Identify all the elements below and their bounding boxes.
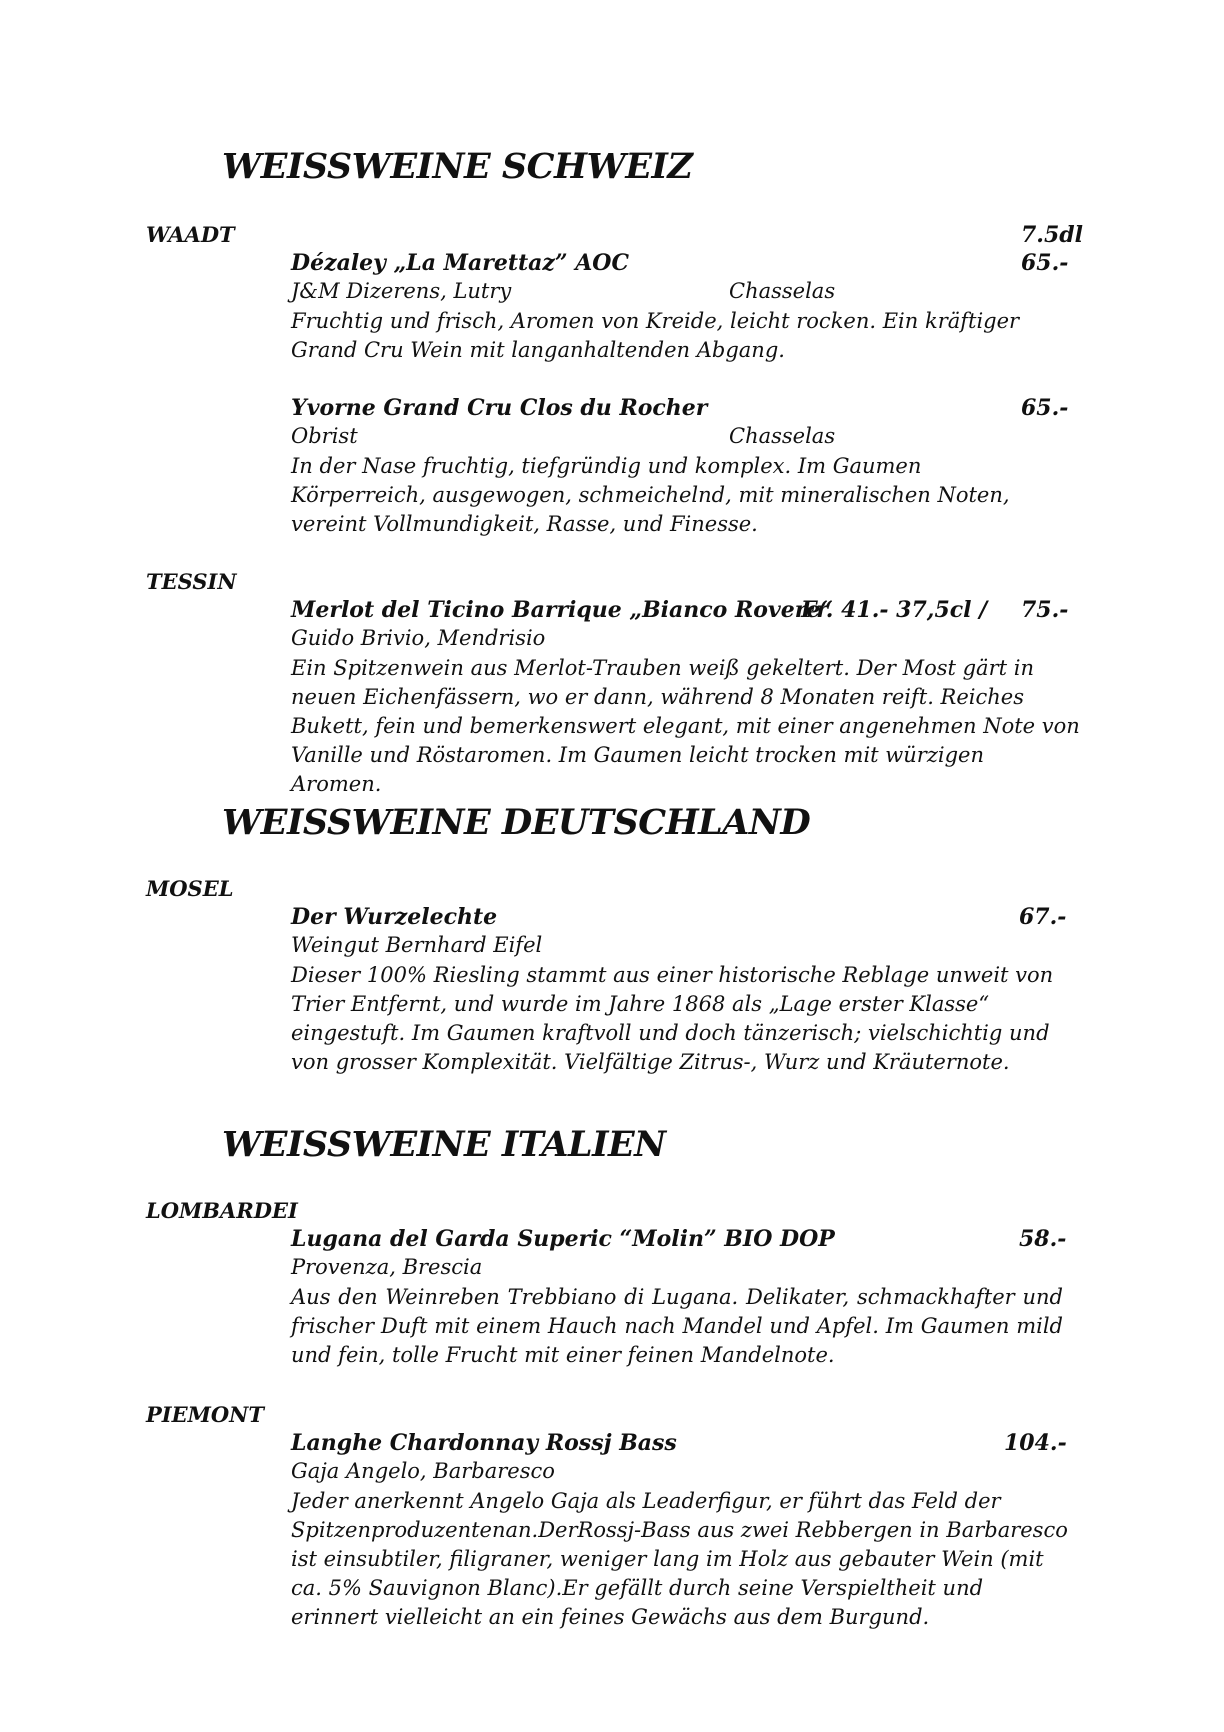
wine-price: 58.- — [1019, 1226, 1067, 1252]
wine-price: 65.- — [1021, 250, 1069, 276]
wine-producer: Obrist — [291, 424, 358, 448]
wine-producer: J&M Dizerens, Lutry — [291, 279, 512, 303]
wine-name: Merlot del Ticino Barrique „Bianco Rovere“ — [291, 597, 833, 623]
region-label-waadt: WAADT — [146, 222, 235, 247]
section-heading-deutschland: WEISSWEINE DEUTSCHLAND — [222, 802, 811, 843]
wine-description: Ein Spitzenwein aus Merlot-Trauben weiß gekeltert. Der Most gärt in neuen Eichenfässern, wo er dann, während 8 Monaten reift. Reiches Bukett, fein und bemerkenswert elegant, mit einer angenehmen Note von Vanille und Röstaromen. Im Gaumen leicht trocken mit würzigen Aromen. — [291, 656, 1080, 796]
wine-name: Dézaley „La Marettaz” AOC — [291, 250, 629, 276]
region-label-piemont: PIEMONT — [146, 1402, 264, 1427]
section-heading-schweiz: WEISSWEINE SCHWEIZ — [222, 146, 693, 187]
wine-name: Der Wurzelechte — [291, 904, 498, 930]
wine-description: Fruchtig und frisch, Aromen von Kreide, leicht rocken. Ein kräftiger Grand Cru Wein mit langanhaltenden Abgang. — [291, 309, 1020, 362]
region-label-mosel: MOSEL — [146, 876, 234, 901]
wine-half-bottle-price: Fr. 41.- 37,5cl / — [801, 597, 988, 623]
wine-description: Dieser 100% Riesling stammt aus einer historische Reblage unweit von Trier Entfernt, und wurde im Jahre 1868 als „Lage erster Klasse“ eingestuft. Im Gaumen kraftvoll und doch tänzerisch; vielschichtig und von grosser Komplexität. Vielfältige Zitrus-, Wurz und Kräuternote. — [291, 963, 1054, 1074]
wine-producer: Guido Brivio, Mendrisio — [291, 626, 546, 650]
wine-name: Langhe Chardonnay Rossj Bass — [291, 1430, 677, 1456]
wine-producer: Provenza, Brescia — [291, 1255, 483, 1279]
wine-description: Jeder anerkennt Angelo Gaja als Leaderfigur, er führt das Feld der Spitzenproduzentenan.DerRossj-Bass aus zwei Rebbergen in Barbaresco ist einsubtiler, filigraner, weniger lang im Holz aus gebauter Wein (mit ca. 5% Sauvignon Blanc).Er gefällt durch seine Verspieltheit und erinnert vielleicht an ein feines Gewächs aus dem Burgund. — [291, 1489, 1068, 1629]
wine-name: Lugana del Garda Superic “Molin” BIO DOP — [291, 1226, 835, 1252]
wine-price: 65.- — [1021, 395, 1069, 421]
wine-description: Aus den Weinreben Trebbiano di Lugana. Delikater, schmackhafter und frischer Duft mit einem Hauch nach Mandel und Apfel. Im Gaumen mild und fein, tolle Frucht mit einer feinen Mandelnote. — [291, 1285, 1063, 1367]
wine-grape: Chasselas — [729, 424, 836, 448]
wine-price: 67.- — [1019, 904, 1067, 930]
wine-price: 75.- — [1021, 597, 1069, 623]
wine-producer: Weingut Bernhard Eifel — [291, 933, 543, 957]
unit-label: 7.5dl — [1021, 222, 1084, 248]
wine-name: Yvorne Grand Cru Clos du Rocher — [291, 395, 708, 421]
wine-price: 104.- — [1004, 1430, 1067, 1456]
section-heading-italien: WEISSWEINE ITALIEN — [222, 1124, 666, 1165]
wine-producer: Gaja Angelo, Barbaresco — [291, 1459, 555, 1483]
region-label-lombardei: LOMBARDEI — [146, 1198, 298, 1223]
region-label-tessin: TESSIN — [146, 569, 237, 594]
wine-description: In der Nase fruchtig, tiefgründig und komplex. Im Gaumen Körperreich, ausgewogen, schmeichelnd, mit mineralischen Noten, vereint Vollmundigkeit, Rasse, und Finesse. — [291, 454, 1010, 536]
wine-grape: Chasselas — [729, 279, 836, 303]
